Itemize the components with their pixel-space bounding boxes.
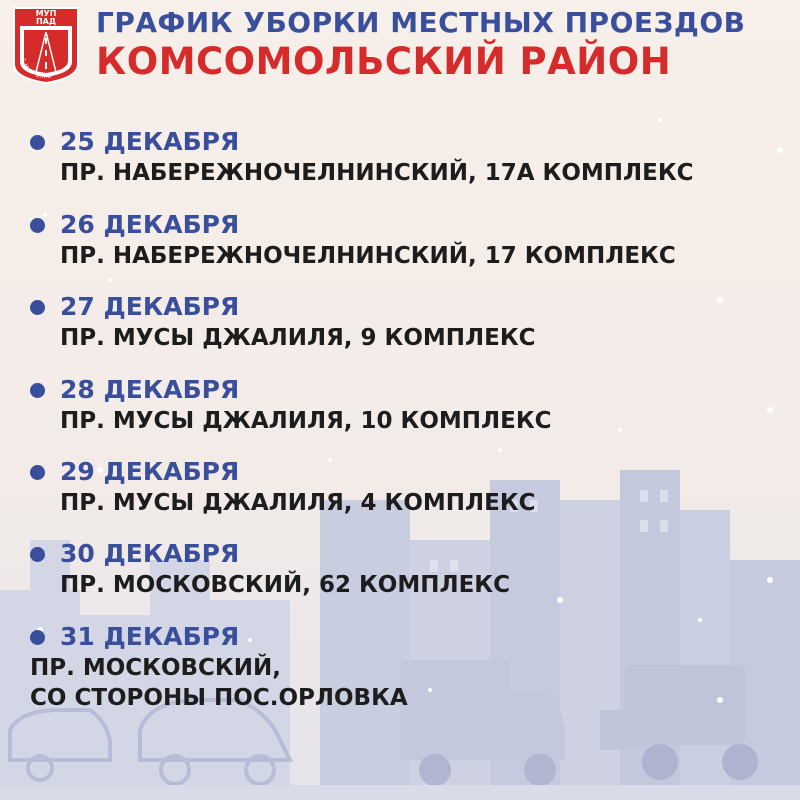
schedule-date: 30 ДЕКАБРЯ bbox=[60, 539, 240, 568]
schedule-date: 27 ДЕКАБРЯ bbox=[60, 292, 240, 321]
bullet-icon bbox=[30, 547, 45, 562]
schedule-address-line2: СО СТОРОНЫ ПОС.ОРЛОВКА bbox=[30, 685, 408, 711]
schedule-date: 29 ДЕКАБРЯ bbox=[60, 457, 240, 486]
schedule-date: 31 ДЕКАБРЯ bbox=[60, 622, 240, 651]
schedule-address: ПР. МУСЫ ДЖАЛИЛЯ, 4 КОМПЛЕКС bbox=[60, 490, 536, 516]
schedule-address: ПР. МОСКОВСКИЙ, bbox=[30, 655, 281, 681]
bullet-icon bbox=[30, 135, 45, 150]
svg-text:МУП: МУП bbox=[35, 9, 57, 18]
schedule-address: ПР. НАБЕРЕЖНОЧЕЛНИНСКИЙ, 17А КОМПЛЕКС bbox=[60, 160, 694, 186]
schedule-address: ПР. МУСЫ ДЖАЛИЛЯ, 10 КОМПЛЕКС bbox=[60, 408, 552, 434]
svg-text:г. Наб. Челны: г. Наб. Челны bbox=[20, 58, 53, 81]
bullet-icon bbox=[30, 465, 45, 480]
bullet-icon bbox=[30, 630, 45, 645]
district-title: КОМСОМОЛЬСКИЙ РАЙОН bbox=[96, 40, 672, 83]
bullet-icon bbox=[30, 300, 45, 315]
bullet-icon bbox=[30, 383, 45, 398]
schedule-date: 25 ДЕКАБРЯ bbox=[60, 127, 240, 156]
schedule-address: ПР. НАБЕРЕЖНОЧЕЛНИНСКИЙ, 17 КОМПЛЕКС bbox=[60, 243, 676, 269]
svg-text:ПАД: ПАД bbox=[35, 17, 57, 26]
bullet-icon bbox=[30, 218, 45, 233]
page-title: ГРАФИК УБОРКИ МЕСТНЫХ ПРОЕЗДОВ bbox=[96, 6, 746, 39]
schedule-date: 26 ДЕКАБРЯ bbox=[60, 210, 240, 239]
schedule-date: 28 ДЕКАБРЯ bbox=[60, 375, 240, 404]
schedule-address: ПР. МОСКОВСКИЙ, 62 КОМПЛЕКС bbox=[60, 572, 510, 598]
schedule-address: ПР. МУСЫ ДЖАЛИЛЯ, 9 КОМПЛЕКС bbox=[60, 325, 536, 351]
